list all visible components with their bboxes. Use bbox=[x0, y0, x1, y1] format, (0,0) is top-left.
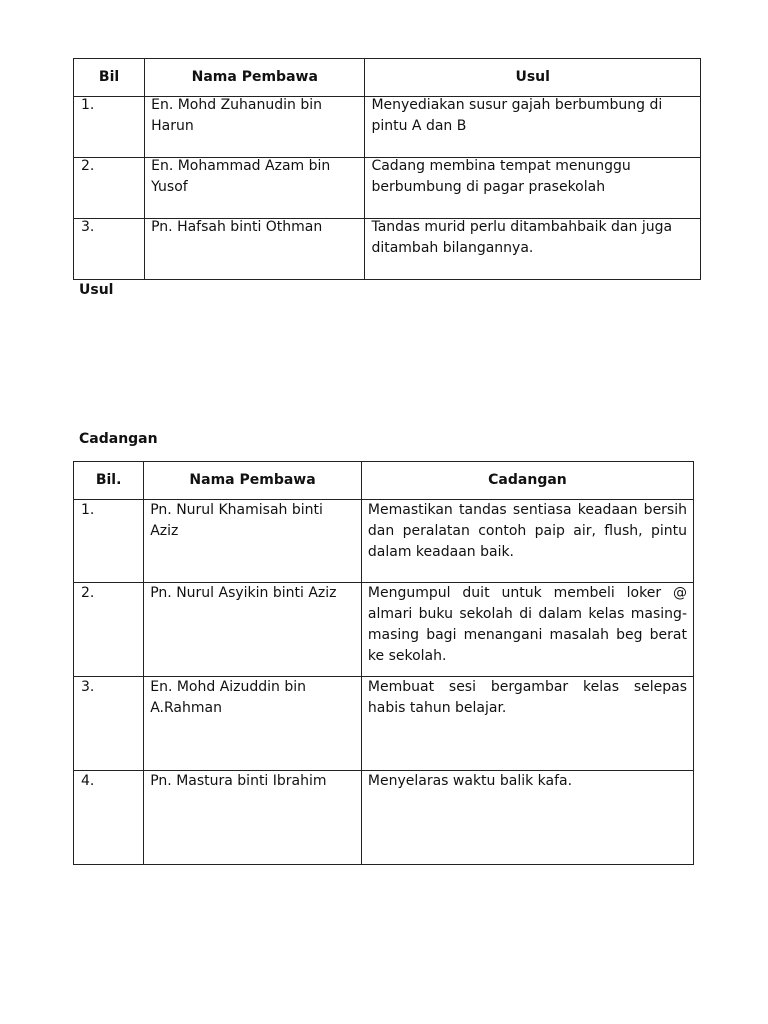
usul-table bbox=[73, 58, 701, 280]
usul-label: Usul bbox=[79, 282, 114, 298]
nama-pembawa: Pn. Nurul Asyikin binti Aziz bbox=[150, 585, 337, 601]
table-row bbox=[74, 500, 694, 583]
row-number-cell bbox=[74, 158, 145, 219]
cadangan-table bbox=[73, 461, 694, 865]
nama-cell bbox=[144, 677, 362, 771]
row-number: 3. bbox=[81, 219, 95, 235]
nama-pembawa: Pn. Mastura binti Ibrahim bbox=[150, 773, 327, 789]
row-number-cell bbox=[74, 500, 144, 583]
row-number-cell bbox=[74, 583, 144, 677]
row-number: 4. bbox=[81, 773, 95, 789]
nama-cell bbox=[145, 219, 365, 280]
row-number-cell bbox=[74, 219, 145, 280]
usul-text: Menyediakan susur gajah berbumbung di pintu A dan B bbox=[371, 97, 663, 134]
usul-text: Tandas murid perlu ditambahbaik dan juga ditambah bilangannya. bbox=[371, 219, 673, 256]
cadangan-text: Memastikan tandas sentiasa keadaan bersih dan peralatan contoh paip air, flush, pintu dalam keadaan baik. bbox=[367, 502, 687, 560]
column-header-cadangan: Cadangan bbox=[361, 462, 693, 500]
table-row bbox=[74, 771, 694, 865]
table-header-row bbox=[74, 462, 694, 500]
cadangan-label: Cadangan bbox=[79, 431, 158, 447]
row-number: 3. bbox=[81, 679, 95, 695]
column-header-bil: Bil bbox=[74, 59, 145, 97]
row-number-cell bbox=[74, 97, 145, 158]
cadangan-text: Menyelaras waktu balik kafa. bbox=[367, 773, 573, 789]
cadangan-cell bbox=[361, 771, 693, 865]
column-header-bil: Bil. bbox=[74, 462, 144, 500]
table-header-row bbox=[74, 59, 701, 97]
row-number-cell bbox=[74, 771, 144, 865]
nama-cell bbox=[145, 97, 365, 158]
row-number: 1. bbox=[81, 502, 95, 518]
row-number: 2. bbox=[81, 158, 95, 174]
row-number-cell bbox=[74, 677, 144, 771]
nama-pembawa: En. Mohd Aizuddin bin A.Rahman bbox=[150, 679, 307, 716]
nama-cell bbox=[144, 771, 362, 865]
cadangan-cell bbox=[361, 500, 693, 583]
row-number: 2. bbox=[81, 585, 95, 601]
table-row bbox=[74, 97, 701, 158]
usul-cell bbox=[365, 219, 701, 280]
nama-pembawa: Pn. Nurul Khamisah binti Aziz bbox=[150, 502, 323, 539]
nama-cell bbox=[144, 500, 362, 583]
nama-pembawa: En. Mohd Zuhanudin bin Harun bbox=[151, 97, 322, 134]
cadangan-cell bbox=[361, 677, 693, 771]
nama-pembawa: En. Mohammad Azam bin Yusof bbox=[151, 158, 331, 195]
cadangan-text: Membuat sesi bergambar kelas selepas habis tahun belajar. bbox=[367, 679, 687, 716]
cadangan-cell bbox=[361, 583, 693, 677]
column-header-nama-pembawa: Nama Pembawa bbox=[145, 59, 365, 97]
nama-cell bbox=[145, 158, 365, 219]
column-header-usul: Usul bbox=[365, 59, 701, 97]
row-number: 1. bbox=[81, 97, 95, 113]
cadangan-text: Mengumpul duit untuk membeli loker @ almari buku sekolah di dalam kelas masing-masing bagi menangani masalah beg berat ke sekolah. bbox=[367, 585, 687, 664]
usul-cell bbox=[365, 97, 701, 158]
table-row bbox=[74, 583, 694, 677]
table-row bbox=[74, 219, 701, 280]
table-row bbox=[74, 677, 694, 771]
nama-pembawa: Pn. Hafsah binti Othman bbox=[151, 219, 323, 235]
column-header-nama-pembawa: Nama Pembawa bbox=[144, 462, 362, 500]
usul-text: Cadang membina tempat menunggu berbumbung di pagar prasekolah bbox=[371, 158, 631, 195]
table-row bbox=[74, 158, 701, 219]
nama-cell bbox=[144, 583, 362, 677]
usul-cell bbox=[365, 158, 701, 219]
